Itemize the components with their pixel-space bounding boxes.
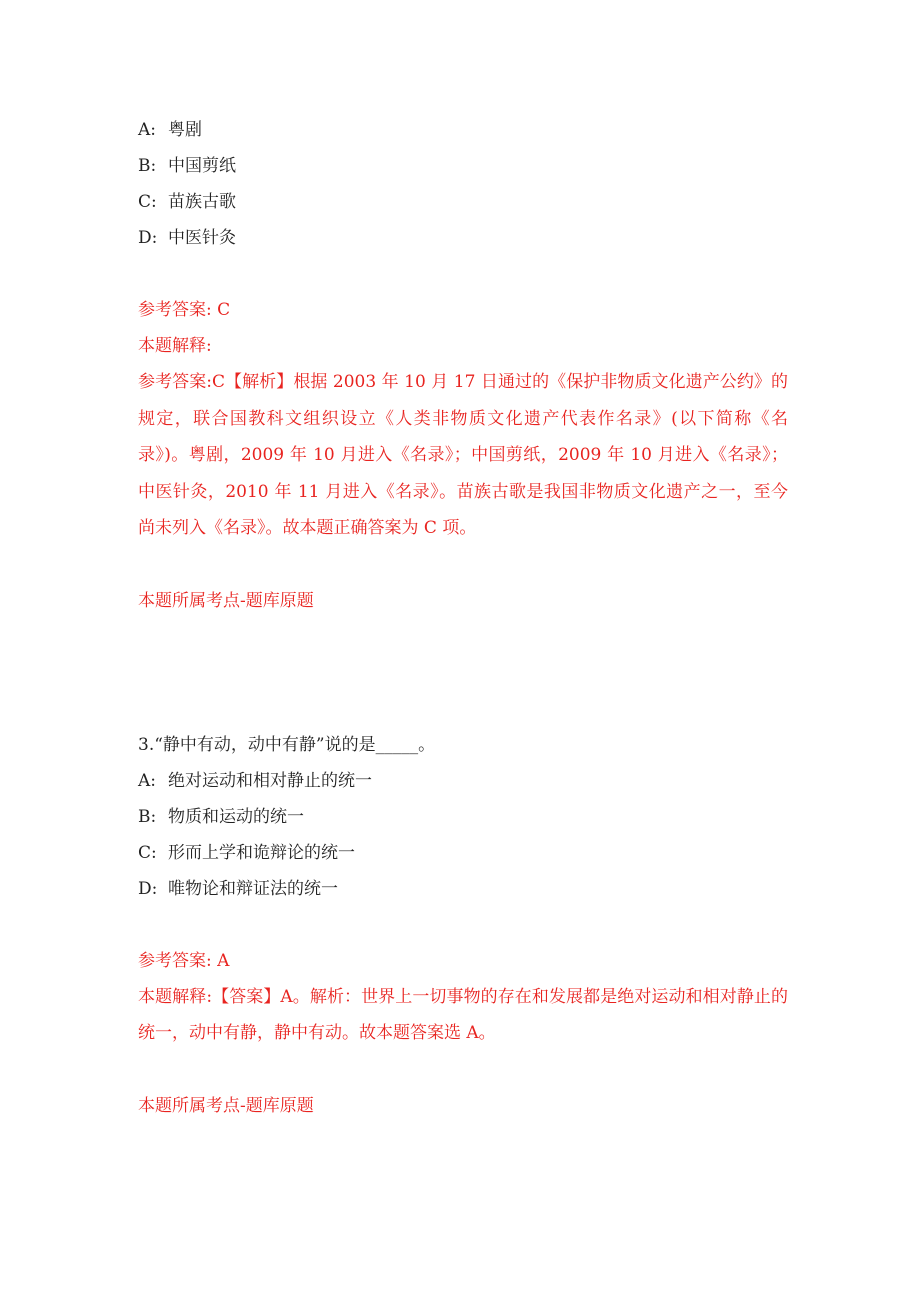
option-text: 物质和运动的统一 [168, 806, 304, 827]
topic-label: 本题所属考点-题库原题 [138, 590, 314, 611]
option-letter: B: [138, 156, 157, 176]
option-letter: D: [138, 878, 158, 899]
option-b [138, 148, 788, 184]
question-2-block [138, 112, 788, 619]
option-letter: B: [138, 806, 157, 827]
option-c [138, 835, 788, 871]
topic-label: 本题所属考点-题库原题 [138, 1095, 314, 1116]
option-letter: A: [138, 120, 157, 140]
option-d [138, 220, 788, 256]
option-text: 唯物论和辩证法的统一 [168, 878, 338, 899]
option-letter: D: [138, 228, 158, 248]
option-text: 粤剧 [168, 120, 202, 140]
option-a [138, 763, 788, 799]
reference-answer: 参考答案: A [138, 950, 230, 971]
option-a [138, 112, 788, 148]
option-text: 形而上学和诡辩论的统一 [168, 842, 355, 863]
question-stem: 3.“静中有动，动中有静”说的是_____。 [138, 734, 436, 755]
reference-answer: 参考答案: C [138, 300, 231, 320]
option-b [138, 799, 788, 835]
option-d [138, 871, 788, 907]
option-text: 苗族古歌 [168, 192, 236, 212]
option-c [138, 184, 788, 220]
option-letter: C: [138, 842, 157, 863]
question-3-block [138, 727, 788, 1124]
option-letter: A: [138, 770, 157, 791]
explanation-text: 本题解释:【答案】A。解析：世界上一切事物的存在和发展都是绝对运动和相对静止的统一，动中有静，静中有动。故本题答案选 A。 [138, 986, 788, 1043]
document-page [138, 112, 788, 1124]
explanation-label: 本题解释: [138, 336, 212, 356]
option-text: 中医针灸 [168, 228, 236, 248]
explanation-text: 参考答案:C【解析】根据 2003 年 10 月 17 日通过的《保护非物质文化遗产公约》的规定，联合国教科文组织设立《人类非物质文化遗产代表作名录》(以下简称《名录》)。粤剧，2009 年 10 月进入《名录》；中国剪纸，2009 年 10 月进入《名录》；中医针灸，2010 年 11 月进入《名录》。苗族古歌是我国非物质文化遗产之一，至今尚未列入《名录》。故本题正确答案为 C 项。 [138, 372, 788, 538]
option-text: 中国剪纸 [168, 156, 236, 176]
option-text: 绝对运动和相对静止的统一 [168, 770, 372, 791]
option-letter: C: [138, 192, 157, 212]
